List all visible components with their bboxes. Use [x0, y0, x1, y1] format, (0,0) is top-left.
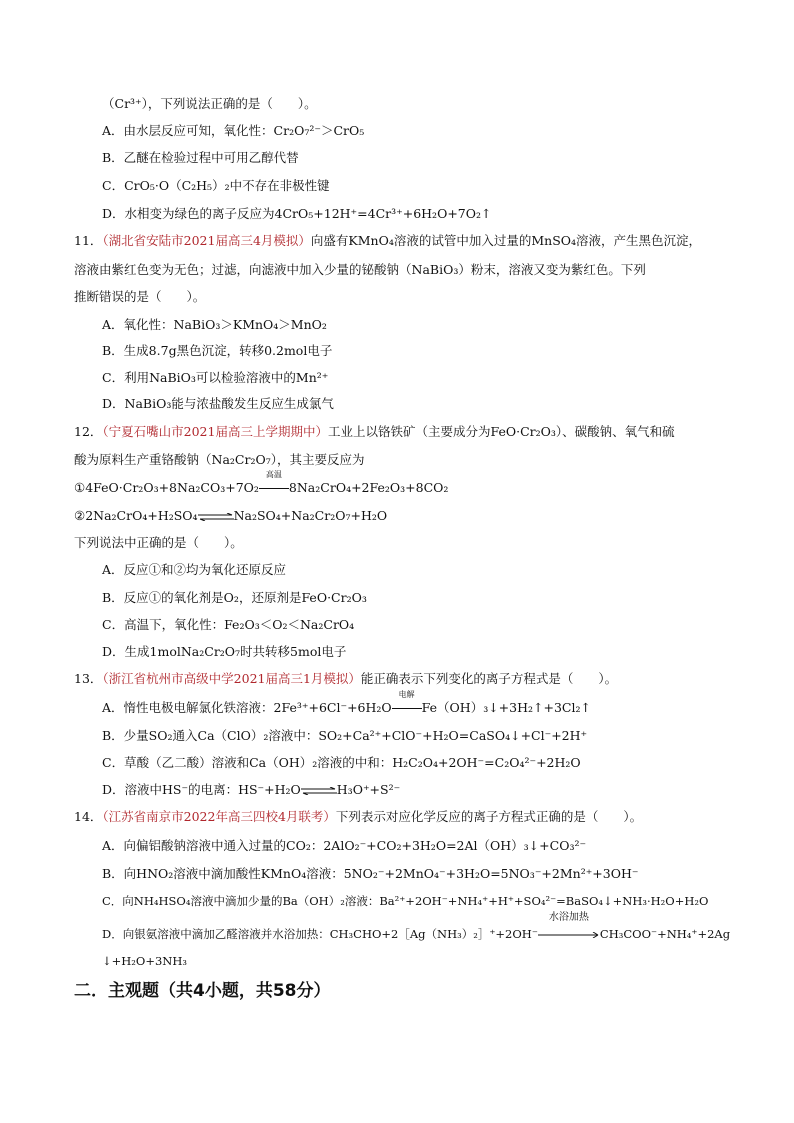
reaction-condition-arrow [538, 912, 600, 942]
q14-number: 14． [74, 809, 103, 824]
q13-option-a [102, 690, 591, 716]
reaction-1-reactants: ①4FeO·Cr₂O₃+8Na₂CO₃+7O₂ [74, 480, 259, 495]
q12-question: 下列说法中正确的是（ ）。 [74, 535, 243, 550]
q11-option-c: C．利用NaBiO₃可以检验溶液中的Mn²⁺ [102, 370, 329, 385]
option-a-reactants: A．惰性电极电解氯化铁溶液：2Fe³⁺+6Cl⁻+6H₂O [102, 700, 392, 715]
q14-source: （江苏省南京市2022年高三四校4月联考） [102, 809, 336, 824]
equilibrium-arrow-icon [198, 509, 234, 525]
q11-stem-line3: 推断错误的是（ ）。 [74, 289, 206, 304]
q13-option-b: B．少量SO₂通入Ca（ClO）₂溶液中：SO₂+Ca²⁺+ClO⁻+H₂O=CaSO₄↓+Cl⁻+2H⁺ [102, 728, 588, 743]
q11-number: 11． [74, 233, 103, 248]
section-heading: 二．主观题（共4小题，共58分） [74, 981, 331, 1001]
q13-text: 能正确表示下列变化的离子方程式是（ ）。 [360, 671, 618, 686]
reaction-2-products: Na₂SO₄+Na₂Cr₂O₇+H₂O [233, 508, 388, 523]
q14-option-d [102, 912, 731, 942]
option-a-products: Fe（OH）₃↓+3H₂↑+3Cl₂↑ [421, 700, 591, 715]
q12-option-c: C．高温下，氧化性：Fe₂O₃＜O₂＜Na₂CrO₄ [102, 617, 355, 632]
q10-option-b: B．乙醚在检验过程中可用乙醇代替 [102, 150, 299, 165]
q13-number: 13． [74, 671, 103, 686]
reaction-condition-arrow [259, 470, 289, 496]
q12-option-b: B．反应①的氧化剂是O₂，还原剂是FeO·Cr₂O₃ [102, 590, 367, 605]
q11-stem [74, 233, 701, 249]
option-d-reactants: D．向银氨溶液中滴加乙醛溶液并水浴加热：CH₃CHO+2［Ag（NH₃）₂］⁺+2OH⁻ [102, 927, 538, 941]
option-d-reactants: D．溶液中HS⁻的电离：HS⁻+H₂O [102, 782, 301, 797]
q13-option-c: C．草酸（乙二酸）溶液和Ca（OH）₂溶液的中和：H₂C₂O₄+2OH⁻=C₂O₄²⁻+2H₂O [102, 755, 581, 770]
q14-stem [74, 809, 642, 825]
q14-text: 下列表示对应化学反应的离子方程式正确的是（ ）。 [335, 809, 643, 824]
q10-option-d: D．水相变为绿色的离子反应为4CrO₅+12H⁺=4Cr³⁺+6H₂O+7O₂↑ [102, 206, 492, 221]
q11-text: 向盛有KMnO₄溶液的试管中加入过量的MnSO₄溶液，产生黑色沉淀， [310, 233, 702, 248]
q12-reaction-2 [74, 508, 387, 525]
equilibrium-arrow-icon [301, 783, 337, 799]
condition-label: 电解 [398, 690, 415, 699]
q12-stem [74, 424, 675, 440]
q14-option-a: A．向偏铝酸钠溶液中通入过量的CO₂：2AlO₂⁻+CO₂+3H₂O=2Al（OH）₃↓+CO₃²⁻ [102, 838, 587, 853]
q14-option-d-cont: ↓+H₂O+3NH₃ [102, 954, 187, 968]
q11-option-a: A．氧化性：NaBiO₃＞KMnO₄＞MnO₂ [102, 317, 327, 332]
q11-source: （湖北省安陆市2021届高三4月模拟） [102, 233, 311, 248]
q11-option-b: B．生成8.7g黑色沉淀，转移0.2mol电子 [102, 343, 333, 358]
q10-option-a: A．由水层反应可知，氧化性：Cr₂O₇²⁻＞CrO₅ [102, 123, 365, 138]
q12-option-a: A．反应①和②均为氧化还原反应 [102, 562, 287, 577]
q10-option-c: C．CrO₅·O（C₂H₅）₂中不存在非极性键 [102, 178, 330, 193]
q14-option-b: B．向HNO₂溶液中滴加酸性KMnO₄溶液：5NO₂⁻+2MnO₄⁻+3H₂O=5NO₃⁻+2Mn²⁺+3OH⁻ [102, 866, 639, 881]
q14-option-c: C．向NH₄HSO₄溶液中滴加少量的Ba（OH）₂溶液：Ba²⁺+2OH⁻+NH₄⁺+H⁺+SO₄²⁻=BaSO₄↓+NH₃·H₂O+H₂O [102, 894, 709, 908]
reaction-condition-arrow [392, 690, 422, 716]
q11-stem-line2: 溶液由紫红色变为无色；过滤，向滤液中加入少量的铋酸钠（NaBiO₃）粉末，溶液又变为紫红色。下列 [74, 262, 646, 277]
q13-stem [74, 671, 617, 687]
reaction-2-reactants: ②2Na₂CrO₄+H₂SO₄ [74, 508, 198, 523]
q12-number: 12． [74, 424, 103, 439]
q12-stem-line2: 酸为原料生产重铬酸钠（Na₂Cr₂O₇），其主要反应为 [74, 452, 365, 467]
condition-label: 高温 [265, 470, 282, 479]
reaction-1-products: 8Na₂CrO₄+2Fe₂O₃+8CO₂ [288, 480, 449, 495]
option-d-products: H₃O⁺+S²⁻ [336, 782, 401, 797]
q10-stem-tail: （Cr³⁺），下列说法正确的是（ ）。 [102, 96, 317, 111]
q12-text: 工业上以铬铁矿（主要成分为FeO·Cr₂O₃）、碳酸钠、氧气和硫 [327, 424, 675, 439]
q12-source: （宁夏石嘴山市2021届高三上学期期中） [102, 424, 328, 439]
option-d-products: CH₃COO⁻+NH₄⁺+2Ag [599, 927, 731, 941]
q11-option-d: D．NaBiO₃能与浓盐酸发生反应生成氯气 [102, 396, 334, 411]
q13-source: （浙江省杭州市高级中学2021届高三1月模拟） [102, 671, 361, 686]
q12-reaction-1 [74, 470, 449, 496]
q12-option-d: D．生成1molNa₂Cr₂O₇时共转移5mol电子 [102, 644, 347, 659]
q13-option-d [102, 782, 400, 799]
condition-label: 水浴加热 [548, 912, 589, 923]
